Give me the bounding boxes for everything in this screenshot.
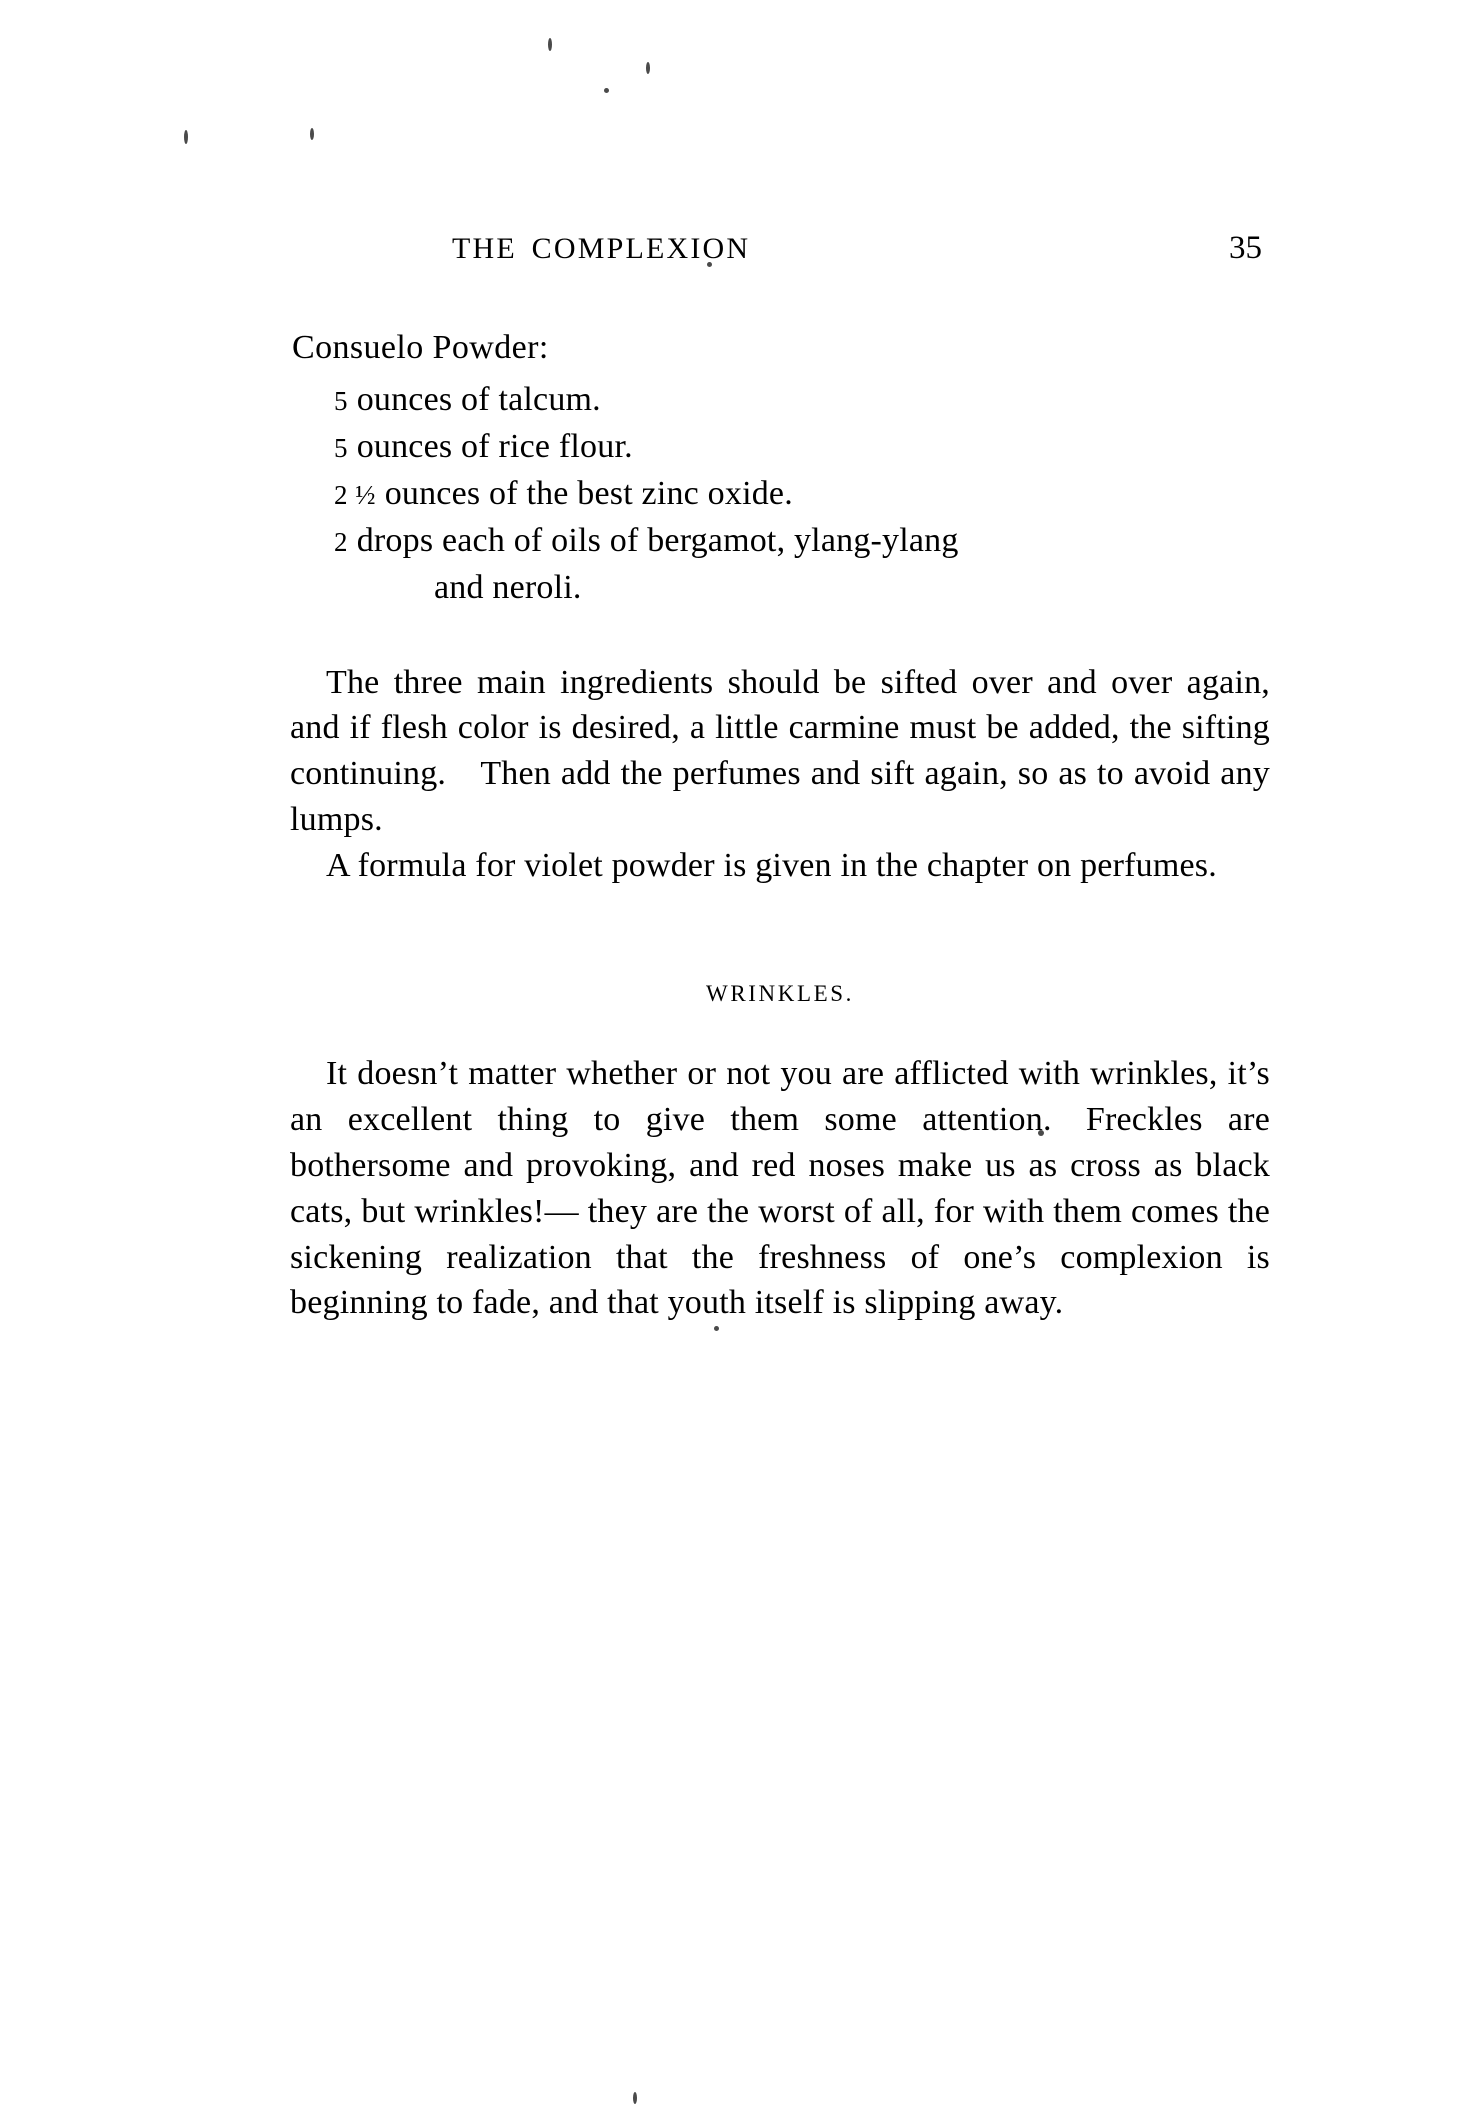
ingredient-text: drops each of oils of bergamot, ylang-ylang xyxy=(356,521,959,559)
ingredient-quantity: 5 xyxy=(334,432,348,463)
ingredient-text: ounces of the best zinc oxide. xyxy=(384,474,793,512)
paper-speck xyxy=(184,130,188,144)
list-item xyxy=(334,424,1270,471)
section-heading: WRINKLES. xyxy=(706,980,854,1006)
list-item xyxy=(334,518,1270,612)
page-content xyxy=(290,230,1270,1326)
ingredient-list xyxy=(290,377,1270,612)
page-header xyxy=(290,230,1270,267)
paper-speck xyxy=(714,1326,719,1331)
paragraph-text: The three main ingredients should be sifted over and over again, and if flesh color is desired, a little carmine must be added, the sifting continuing. Then add the perfumes and sift again, so as to avoid any lumps. xyxy=(290,663,1270,839)
ingredient-text: ounces of talcum. xyxy=(356,381,601,418)
paper-speck xyxy=(310,128,314,140)
ingredient-text-continued: and neroli. xyxy=(434,568,582,606)
list-item xyxy=(334,377,1270,424)
paragraph xyxy=(290,1051,1270,1326)
page-number: 35 xyxy=(1229,230,1262,266)
paragraph-text: It doesn’t matter whether or not you are afflicted with wrinkles, it’s an excellent thing to give them some attention. Freckles are bothersome and provoking, and red noses make us as cross as black cats, but wrinkles!— they are the worst of all, for with them comes the sickening realization that the freshness of one’s complexion is beginning to fade, and that youth itself is slipping away. xyxy=(290,1054,1270,1322)
paper-speck xyxy=(646,62,650,74)
ingredient-quantity: 2 xyxy=(334,526,348,557)
paragraph-text: A formula for violet powder is given in the chapter on perfumes. xyxy=(326,847,1217,885)
ingredient-text: ounces of rice flour. xyxy=(356,427,633,465)
paper-speck xyxy=(633,2092,637,2104)
list-item xyxy=(334,471,1270,518)
paper-speck xyxy=(604,88,609,93)
running-head: THE COMPLEXION xyxy=(452,232,751,265)
ingredient-quantity: 2 ½ xyxy=(334,479,376,510)
ingredient-quantity: 5 xyxy=(334,386,348,416)
paragraph xyxy=(290,660,1270,844)
recipe-title: Consuelo Powder: xyxy=(292,329,549,366)
paper-speck xyxy=(548,38,552,51)
paragraph xyxy=(290,843,1270,889)
